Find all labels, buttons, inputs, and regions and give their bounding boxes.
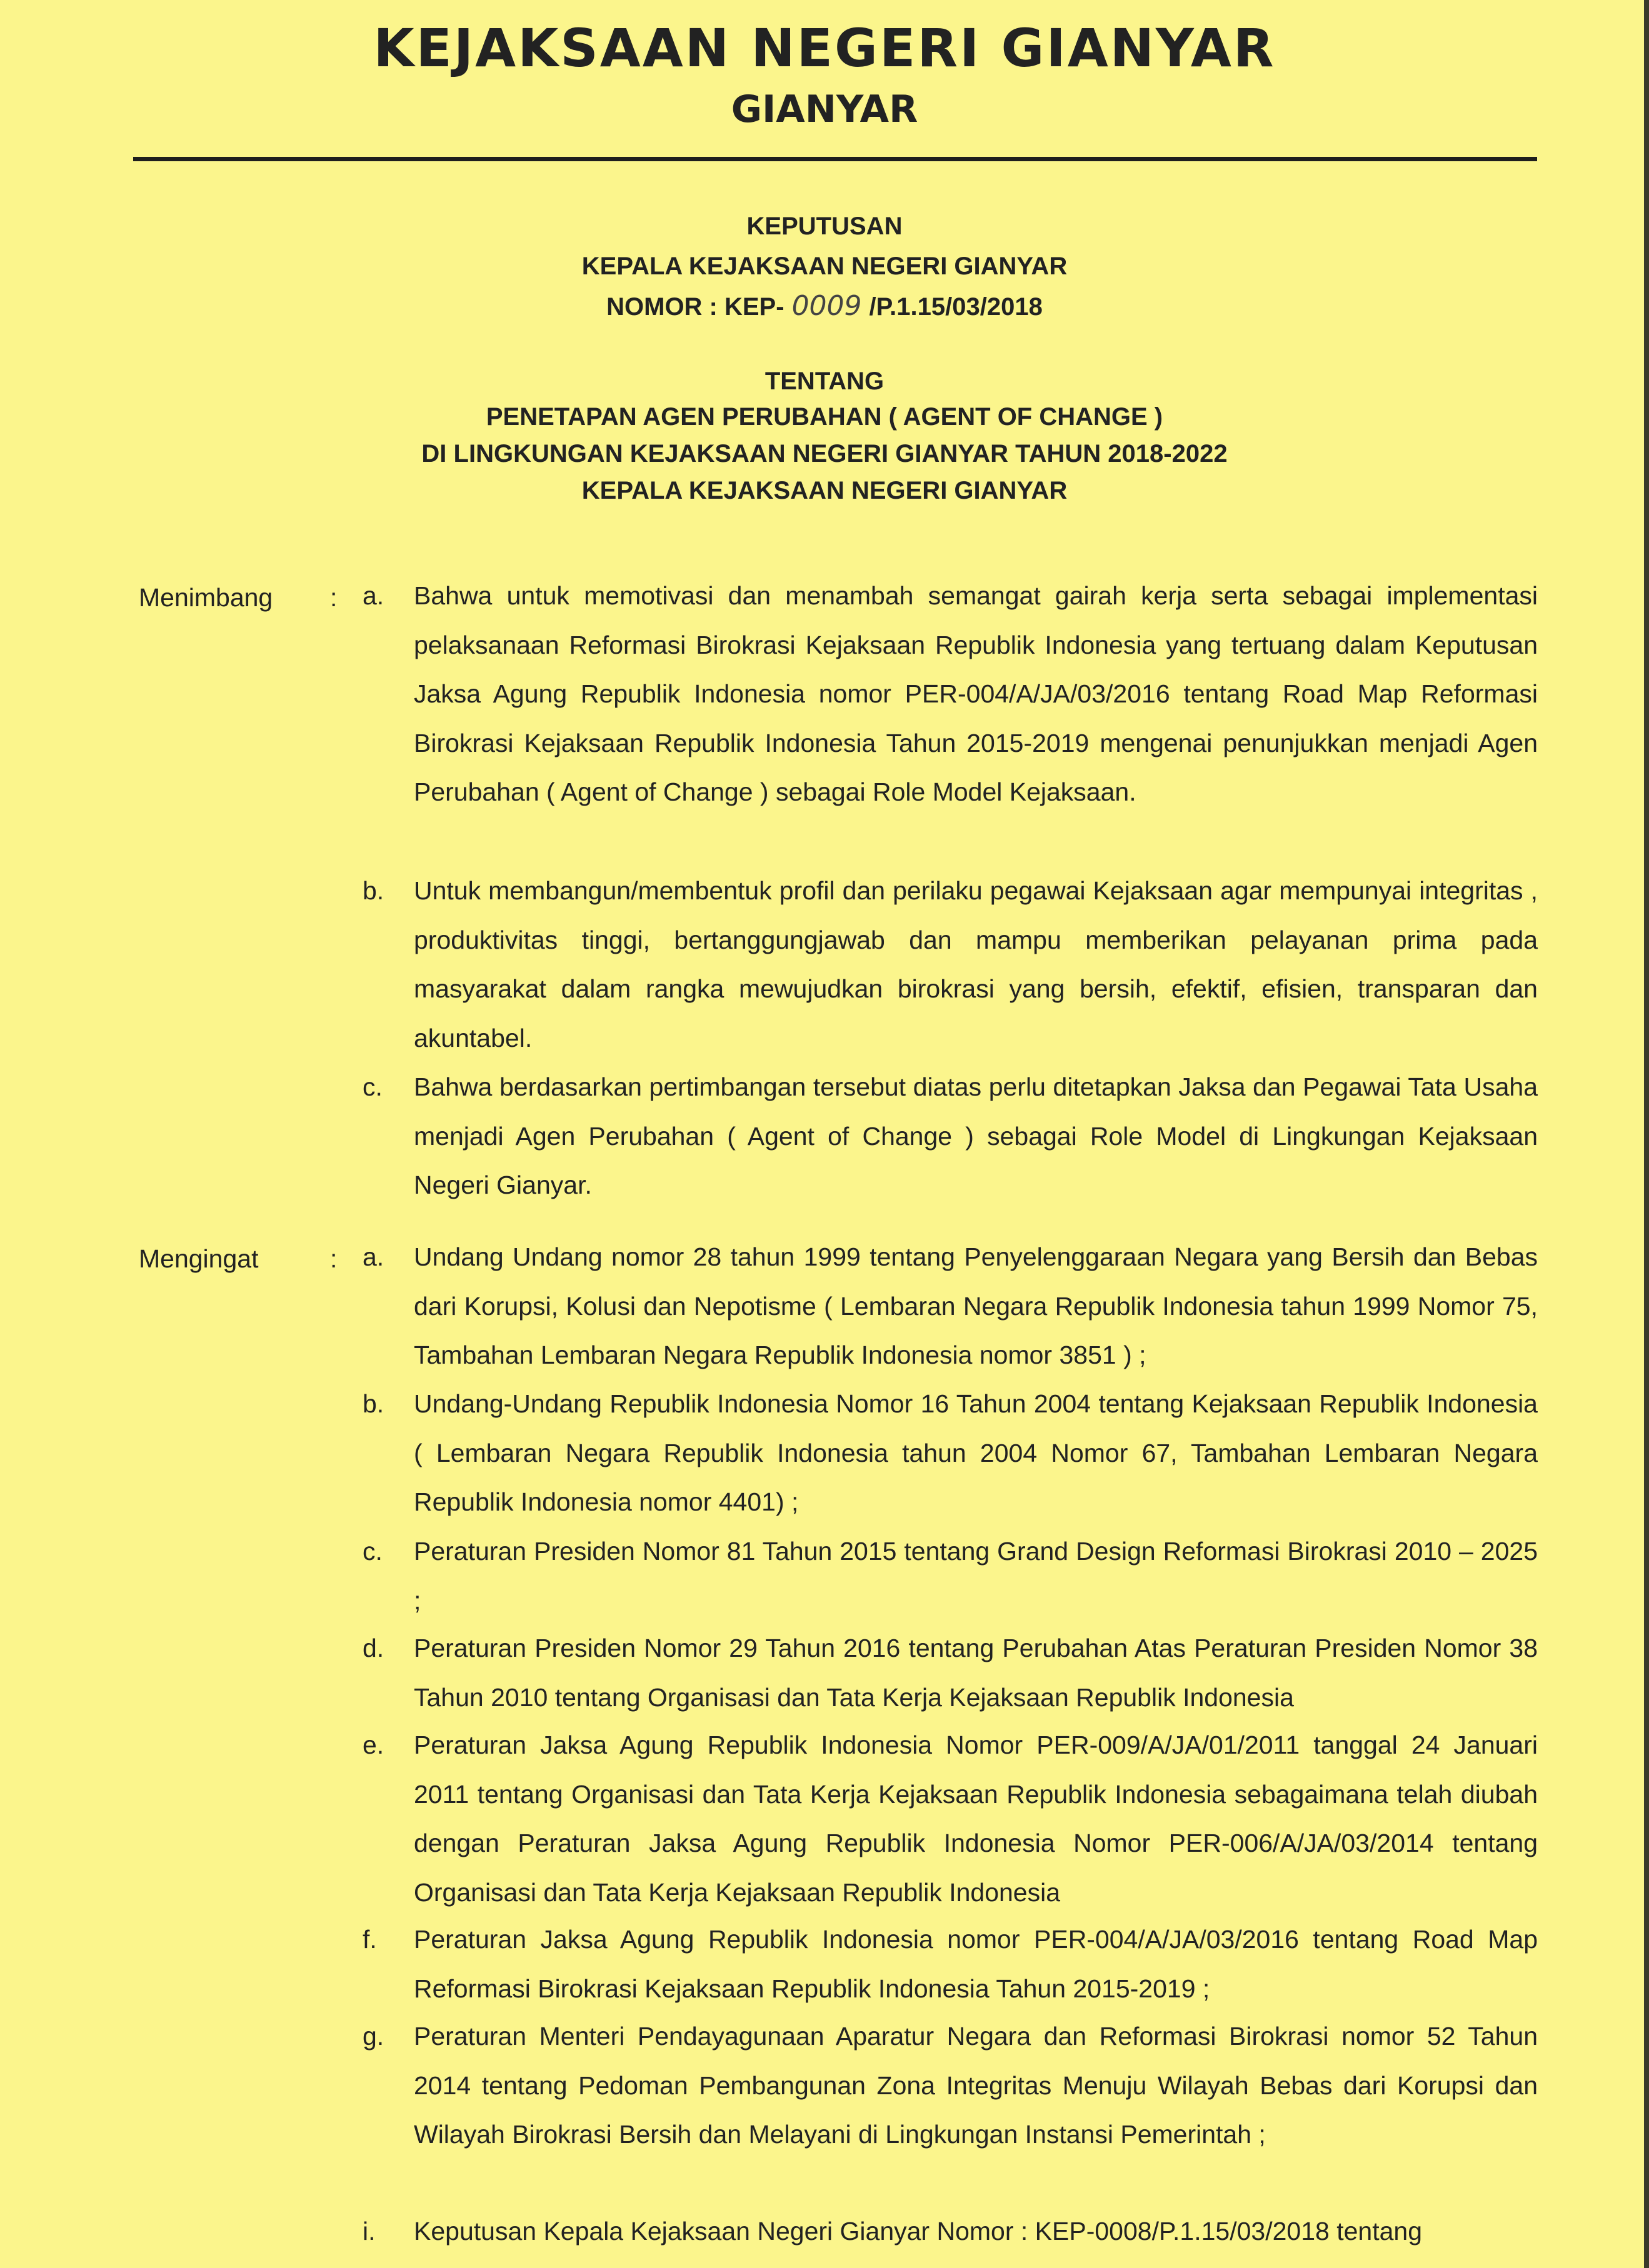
nomor-suffix: /P.1.15/03/2018 [869,293,1043,321]
scan-edge [1644,0,1649,2268]
heading-subject-line3: KEPALA KEJAKSAAN NEGERI GIANYAR [581,477,1068,504]
item-letter: a. [363,1242,384,1271]
mengingat-item-f [363,1915,1538,2013]
letterhead-subtitle: GIANYAR [731,87,918,131]
letterhead-title: KEJAKSAAN NEGERI GIANYAR [373,17,1276,79]
item-text: Peraturan Jaksa Agung Republik Indonesia nomor PER-004/A/JA/03/2016 tentang Road Map Reformasi Birokrasi Kejaksaan Republik Indonesia Tahun 2015-2019 ; [414,1925,1538,2003]
item-text: Bahwa berdasarkan pertimbangan tersebut diatas perlu ditetapkan Jaksa dan Pegawai Tata Usaha menjadi Agen Perubahan ( Agent of Change ) sebagai Role Model di Lingkungan Kejaksaan Negeri Gianyar. [414,1072,1538,1199]
menimbang-item-a [363,571,1538,817]
item-text: Untuk membangun/membentuk profil dan perilaku pegawai Kejaksaan agar mempunyai integritas , produktivitas tinggi, bertanggungjawab dan mampu memberikan pelayanan prima pada masyarakat dalam rangka mewujudkan birokrasi yang bersih, efektif, efisien, transparan dan akuntabel. [414,876,1538,1052]
item-text: Undang-Undang Republik Indonesia Nomor 16 Tahun 2004 tentang Kejaksaan Republik Indonesia ( Lembaran Negara Republik Indonesia tahun 2004 Nomor 67, Tambahan Lembaran Negara Republik Indonesia nomor 4401) ; [414,1389,1538,1516]
item-letter: g. [363,2022,384,2051]
menimbang-colon: : [330,583,338,612]
item-letter: f. [363,1925,377,1954]
mengingat-colon: : [330,1244,338,1273]
heading-subject-line1: PENETAPAN AGEN PERUBAHAN ( AGENT OF CHANGE ) [486,403,1163,431]
item-letter: i. [363,2217,376,2246]
heading-keputusan: KEPUTUSAN [746,212,903,240]
item-text: Undang Undang nomor 28 tahun 1999 tentang Penyelenggaraan Negara yang Bersih dan Bebas dari Korupsi, Kolusi dan Nepotisme ( Lembaran Negara Republik Indonesia tahun 1999 Nomor 75, Tambahan Lembaran Negara Republik Indonesia nomor 3851 ) ; [414,1242,1538,1369]
item-letter: e. [363,1731,384,1759]
mengingat-item-b [363,1379,1538,1527]
heading-issuer: KEPALA KEJAKSAAN NEGERI GIANYAR [581,252,1068,280]
item-text: Keputusan Kepala Kejaksaan Negeri Gianyar Nomor : KEP-0008/P.1.15/03/2018 tentang [414,2217,1422,2246]
item-letter: a. [363,581,384,610]
heading-subject-line2: DI LINGKUNGAN KEJAKSAAN NEGERI GIANYAR TAHUN 2018-2022 [421,440,1228,467]
mengingat-item-e [363,1721,1538,1917]
item-text: Bahwa untuk memotivasi dan menambah semangat gairah kerja serta sebagai implementasi pelaksanaan Reformasi Birokrasi Kejaksaan Republik Indonesia yang tertuang dalam Keputusan Jaksa Agung Republik Indonesia nomor PER-004/A/JA/03/2016 tentang Road Map Reformasi Birokrasi Kejaksaan Republik Indonesia Tahun 2015-2019 mengenai penunjukkan menjadi Agen Perubahan ( Agent of Change ) sebagai Role Model Kejaksaan. [414,581,1538,806]
item-text: Peraturan Presiden Nomor 81 Tahun 2015 tentang Grand Design Reformasi Birokrasi 2010 – 2025 ; [414,1537,1538,1615]
item-letter: c. [363,1072,383,1101]
mengingat-label: Mengingat [139,1244,259,1273]
item-letter: c. [363,1537,383,1566]
item-letter: d. [363,1634,384,1662]
item-letter: b. [363,1389,384,1418]
menimbang-label: Menimbang [139,583,273,612]
mengingat-item-a [363,1232,1538,1380]
item-text: Peraturan Presiden Nomor 29 Tahun 2016 tentang Perubahan Atas Peraturan Presiden Nomor 38 Tahun 2010 tentang Organisasi dan Tata Kerja Kejaksaan Republik Indonesia [414,1634,1538,1712]
nomor-prefix: NOMOR : KEP- [606,293,784,321]
letterhead-divider [133,157,1537,161]
mengingat-item-d [363,1624,1538,1722]
mengingat-item-i [363,2207,1538,2256]
mengingat-item-g [363,2012,1538,2159]
item-letter: b. [363,876,384,905]
mengingat-item-c [363,1527,1538,1625]
nomor-handwritten-number: 0009 [791,290,862,322]
menimbang-item-b [363,866,1538,1062]
menimbang-item-c [363,1062,1538,1210]
heading-tentang: TENTANG [764,367,885,395]
item-text: Peraturan Menteri Pendayagunaan Aparatur Negara dan Reformasi Birokrasi nomor 52 Tahun 2014 tentang Pedoman Pembangunan Zona Integritas Menuju Wilayah Bebas dari Korupsi dan Wilayah Birokrasi Bersih dan Melayani di Lingkungan Instansi Pemerintah ; [414,2022,1538,2149]
heading-nomor [0,290,1649,322]
item-text: Peraturan Jaksa Agung Republik Indonesia Nomor PER-009/A/JA/01/2011 tanggal 24 Januari 2011 tentang Organisasi dan Tata Kerja Kejaksaan Republik Indonesia sebagaimana telah diubah dengan Peraturan Jaksa Agung Republik Indonesia Nomor PER-006/A/JA/03/2014 tentang Organisasi dan Tata Kerja Kejaksaan Republik Indonesia [414,1731,1538,1907]
